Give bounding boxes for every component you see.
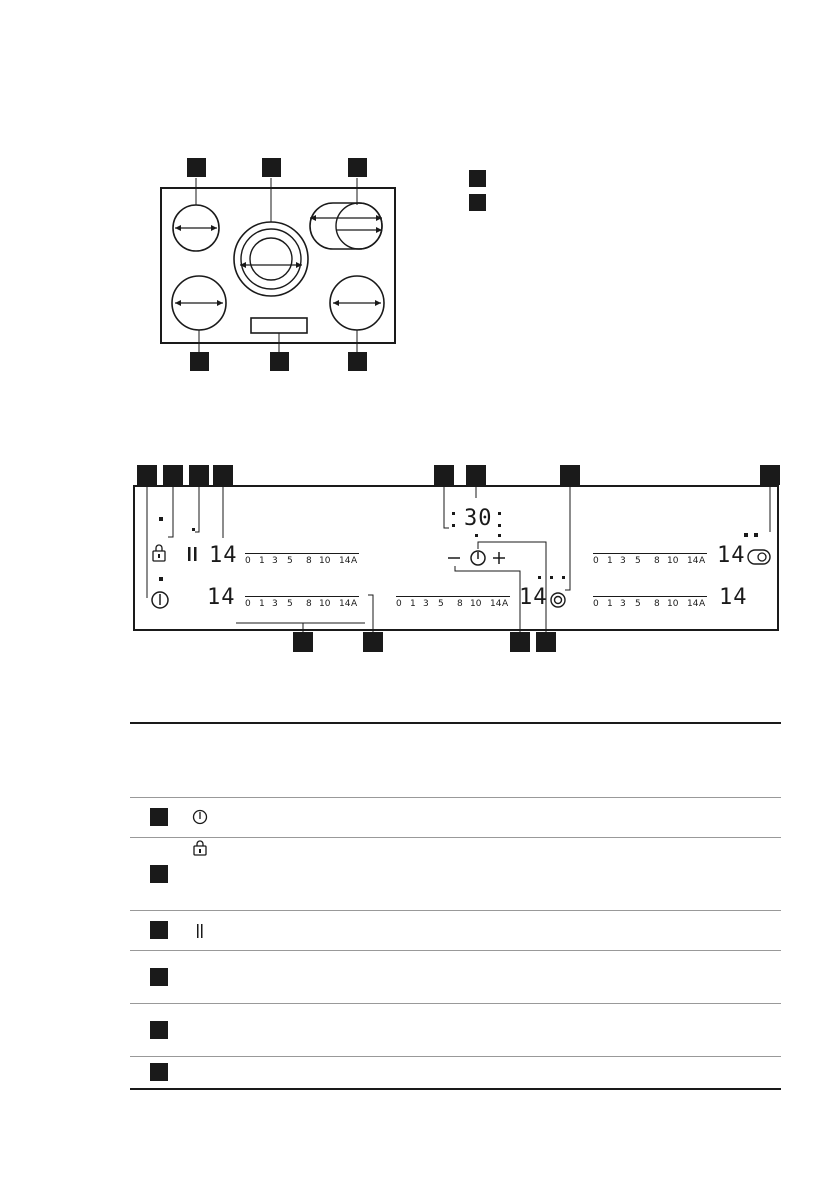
lock-icon <box>153 545 165 561</box>
cooking-zone-oval <box>310 203 382 249</box>
row-number-badge <box>150 808 168 826</box>
scale-label: A <box>351 556 358 566</box>
scale-label: 1 <box>607 599 613 609</box>
scale-label: 14 <box>339 599 351 609</box>
scale-label: 0 <box>593 599 599 609</box>
scale-label: 14 <box>687 599 699 609</box>
scale-label: 10 <box>470 599 482 609</box>
scale-label: 10 <box>667 599 679 609</box>
scale-label: 5 <box>287 599 293 609</box>
scale-label: 3 <box>620 599 626 609</box>
table-row <box>130 1056 781 1088</box>
pause-icon <box>192 922 208 944</box>
scale-label: 8 <box>654 599 660 609</box>
scale-label: 14 <box>339 556 351 566</box>
row-number-badge <box>150 921 168 939</box>
scale-label: 5 <box>635 556 641 566</box>
scale-line <box>245 596 359 597</box>
callout-badge <box>270 352 289 371</box>
control-bar-bottom-right[interactable] <box>593 596 709 610</box>
cooking-zone-center-inner <box>250 238 292 280</box>
scale-label: 0 <box>593 556 599 566</box>
scale-label: 0 <box>245 599 251 609</box>
scale-label: A <box>699 599 706 609</box>
cooking-zone-center-outer <box>234 222 308 296</box>
scale-label: 1 <box>410 599 416 609</box>
scale-label: A <box>351 599 358 609</box>
scale-label: 1 <box>259 556 265 566</box>
legend-badge <box>469 170 486 187</box>
control-bar-middle[interactable] <box>396 596 512 610</box>
scale-label: 3 <box>272 556 278 566</box>
scale-label: 14 <box>687 556 699 566</box>
callout-badge <box>187 158 206 177</box>
power-icon <box>152 592 168 608</box>
power-display-bottom-left: 14 <box>207 585 236 610</box>
callout-badge <box>348 352 367 371</box>
control-panel-outline <box>251 318 307 333</box>
scale-line <box>593 553 707 554</box>
table-rule <box>130 1088 781 1090</box>
power-display-top-right: 14 <box>717 543 746 568</box>
scale-label: 5 <box>287 556 293 566</box>
scale-label: 1 <box>607 556 613 566</box>
scale-line <box>396 596 510 597</box>
power-display-top-left: 14 <box>209 543 238 568</box>
cooking-surface-diagram <box>0 0 840 400</box>
scale-label: 3 <box>620 556 626 566</box>
control-panel-diagram <box>0 450 840 670</box>
table-row <box>130 1003 781 1056</box>
row-number-badge <box>150 1063 168 1081</box>
power-display-bottom-right: 14 <box>719 585 748 610</box>
scale-label: 1 <box>259 599 265 609</box>
legend-badge <box>469 194 486 211</box>
scale-label: 8 <box>457 599 463 609</box>
row-number-badge <box>150 865 168 883</box>
timer-display: 30 <box>464 506 493 531</box>
oval-zone-icon <box>748 550 770 564</box>
scale-label: 5 <box>438 599 444 609</box>
scale-label: 10 <box>319 599 331 609</box>
control-bar-bottom-left[interactable] <box>245 596 361 610</box>
scale-label: 3 <box>423 599 429 609</box>
scale-label: A <box>502 599 509 609</box>
scale-label: 8 <box>306 599 312 609</box>
table-row <box>130 797 781 837</box>
plus-icon <box>493 552 505 564</box>
bridge-icon <box>551 593 565 607</box>
scale-label: 14 <box>490 599 502 609</box>
scale-label: 3 <box>272 599 278 609</box>
callout-badge <box>348 158 367 177</box>
scale-label: 8 <box>306 556 312 566</box>
row-number-badge <box>150 1021 168 1039</box>
table-row <box>130 910 781 950</box>
scale-label: 0 <box>396 599 402 609</box>
scale-label: 5 <box>635 599 641 609</box>
table-row <box>130 837 781 910</box>
scale-label: 10 <box>667 556 679 566</box>
control-bar-top-left[interactable] <box>245 553 361 567</box>
power-icon <box>192 809 208 829</box>
callout-badge <box>262 158 281 177</box>
scale-label: 0 <box>245 556 251 566</box>
scale-label: 10 <box>319 556 331 566</box>
callout-badge <box>190 352 209 371</box>
row-number-badge <box>150 968 168 986</box>
table-top-rule <box>130 722 781 724</box>
scale-label: A <box>699 556 706 566</box>
timer-icon <box>471 551 485 565</box>
pause-icon <box>188 547 197 561</box>
power-display-middle: 14 <box>519 585 548 610</box>
control-bar-top-right[interactable] <box>593 553 709 567</box>
table-row <box>130 950 781 1003</box>
scale-label: 8 <box>654 556 660 566</box>
scale-line <box>593 596 707 597</box>
scale-line <box>245 553 359 554</box>
lock-icon <box>192 840 208 860</box>
